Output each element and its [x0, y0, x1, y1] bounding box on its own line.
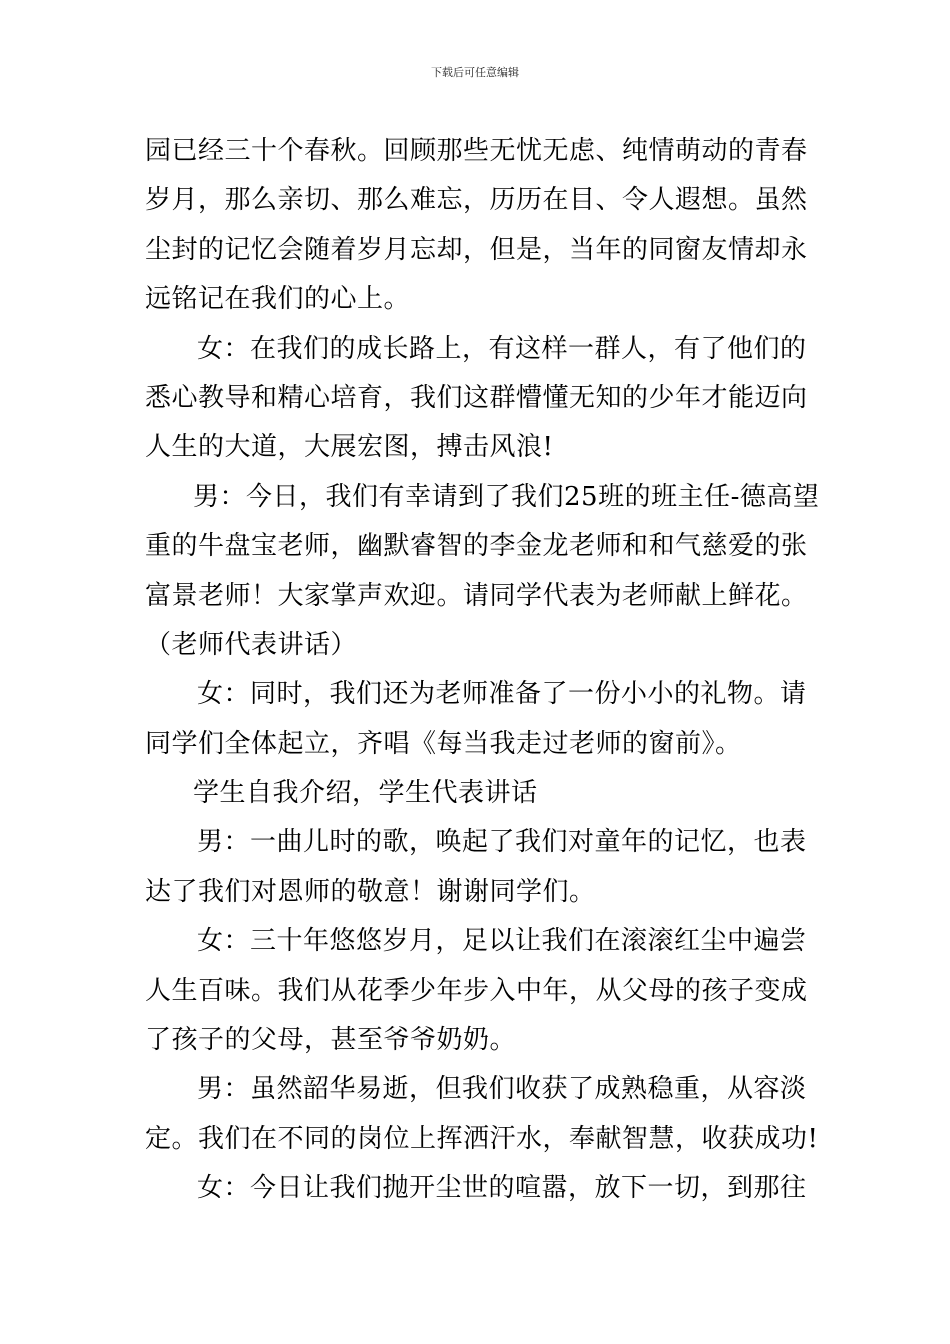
text-line: 岁月，那么亲切、那么难忘，历历在目、令人遐想。虽然	[145, 185, 808, 216]
text-line: 达了我们对恩师的敬意！谢谢同学们。	[145, 876, 596, 907]
text-line: 女：在我们的成长路上，有这样一群人，有了他们的	[197, 333, 807, 364]
text-line: （老师代表讲话）	[145, 629, 358, 660]
text-line: 远铭记在我们的心上。	[145, 284, 411, 315]
text-line: 男：虽然韶华易逝，但我们收获了成熟稳重，从容淡	[197, 1074, 807, 1105]
text-line: 重的牛盘宝老师，幽默睿智的李金龙老师和和气慈爱的张	[145, 531, 808, 562]
text-line: 富景老师！大家掌声欢迎。请同学代表为老师献上鲜花。	[145, 580, 808, 611]
text-line: 悉心教导和精心培育，我们这群懵懂无知的少年才能迈向	[145, 382, 808, 413]
text-line: 女：三十年悠悠岁月，足以让我们在滚滚红尘中遍尝	[197, 926, 807, 957]
page-header: 下载后可任意编辑	[431, 66, 519, 79]
text-line: 定。我们在不同的岗位上挥洒汗水，奉献智慧，收获成功!	[145, 1123, 819, 1154]
text-line: 了孩子的父母，甚至爷爷奶奶。	[145, 1025, 517, 1056]
text-line: 男：今日，我们有幸请到了我们25班的班主任-德高望	[193, 481, 820, 512]
text-line: 女：同时，我们还为老师准备了一份小小的礼物。请	[197, 679, 807, 710]
text-line: 同学们全体起立，齐唱《每当我走过老师的窗前》。	[145, 728, 742, 759]
text-line: 人生的大道，大展宏图，搏击风浪!	[145, 432, 554, 463]
text-line: 男：一曲儿时的歌，唤起了我们对童年的记忆，也表	[197, 827, 807, 858]
text-line: 女：今日让我们抛开尘世的喧嚣，放下一切，到那往	[197, 1173, 807, 1204]
body-text	[145, 127, 820, 1214]
text-line: 园已经三十个春秋。回顾那些无忧无虑、纯情萌动的青春	[145, 136, 808, 166]
text-line: 学生自我介绍，学生代表讲话	[193, 778, 538, 809]
text-line: 人生百味。我们从花季少年步入中年，从父母的孩子变成	[145, 975, 808, 1006]
text-line: 尘封的记忆会随着岁月忘却，但是，当年的同窗友情却永	[145, 234, 808, 265]
